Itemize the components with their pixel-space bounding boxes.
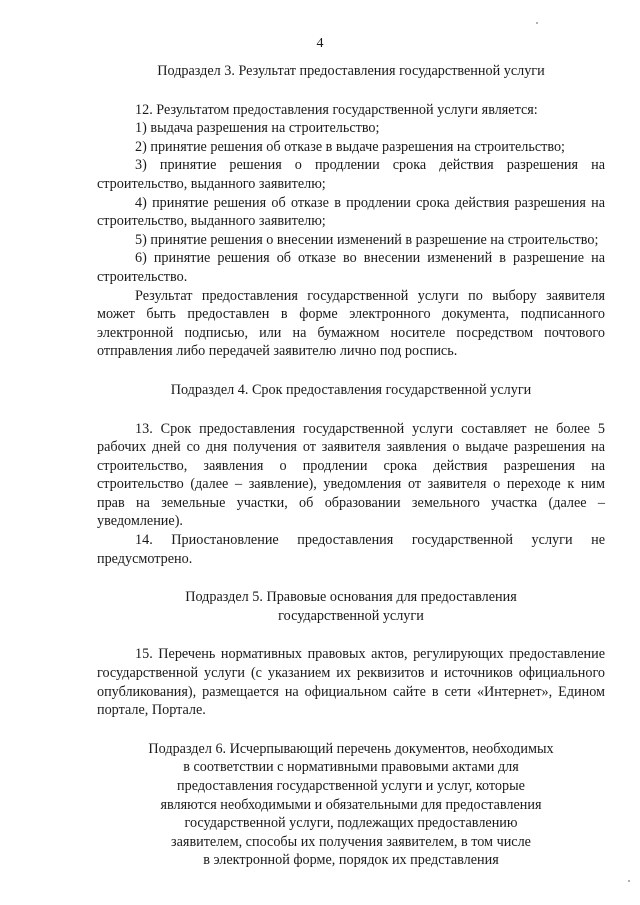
list-item-6: 6) принятие решения об отказе во внесении изменений в разрешение на строительство. [97, 250, 605, 285]
section-6-heading-line-2: в соответствии с нормативными правовыми актами для [183, 759, 519, 776]
section-5-heading-line-2: государственной услуги [278, 607, 424, 624]
section-6-heading-line-4: являются необходимыми и обязательными для предоставления [160, 796, 542, 813]
section-6-heading-line-1: Подраздел 6. Исчерпывающий перечень документов, необходимых [148, 740, 554, 757]
paragraph-13: 13. Срок предоставления государственной услуги составляет не более 5 рабочих дней со дня получения от заявителя заявления о выдаче разрешения на строительство, заявления о продлении срока действия разрешения на строительство (далее – заявление), уведомления от заявителя о переходе к ним прав на земельные участки, об образовании земельного участка (далее – уведомление). [97, 420, 605, 530]
section-6-heading-line-6: заявителем, способы их получения заявителем, в том числе [171, 833, 531, 850]
paragraph-12: 12. Результатом предоставления государственной услуги является: [135, 101, 538, 118]
section-6-heading-line-7: в электронной форме, порядок их представления [203, 852, 499, 869]
scan-speck [628, 880, 630, 882]
section-6-heading-line-5: государственной услуги, подлежащих предоставлению [184, 815, 518, 832]
result-delivery-paragraph: Результат предоставления государственной услуги по выбору заявителя может быть предоставлен в форме электронного документа, подписанного электронной подписью, или на бумажном носителе посредством почтового отправления либо передачей заявителю лично под роспись. [97, 287, 605, 360]
paragraph-15: 15. Перечень нормативных правовых актов, регулирующих предоставление государственной услуги (с указанием их реквизитов и источников официального опубликования), размещается на официальном сайте в сети «Интернет», Едином портале, Портале. [97, 646, 605, 719]
list-item-3: 3) принятие решения о продлении срока действия разрешения на строительство, выданного заявителю; [97, 157, 605, 192]
section-5-heading-line-1: Подраздел 5. Правовые основания для предоставления [185, 589, 517, 606]
section-6-heading-line-3: предоставления государственной услуги и услуг, которые [177, 778, 525, 794]
document-body [97, 62, 605, 870]
paragraph-14: 14. Приостановление предоставления государственной услуги не предусмотрено. [97, 532, 605, 567]
list-item-1: 1) выдача разрешения на строительство; [135, 120, 380, 137]
list-item-4: 4) принятие решения об отказе в продлении срока действия разрешения на строительство, выданного заявителю; [97, 194, 605, 230]
page-number: 4 [316, 36, 324, 51]
section-4-heading: Подраздел 4. Срок предоставления государственной услуги [170, 381, 532, 398]
list-item-5: 5) принятие решения о внесении изменений в разрешение на строительство; [135, 231, 599, 248]
list-item-2: 2) принятие решения об отказе в выдаче разрешения на строительство; [135, 138, 565, 155]
section-3-heading: Подраздел 3. Результат предоставления государственной услуги [157, 63, 545, 79]
scan-speck [536, 22, 538, 24]
